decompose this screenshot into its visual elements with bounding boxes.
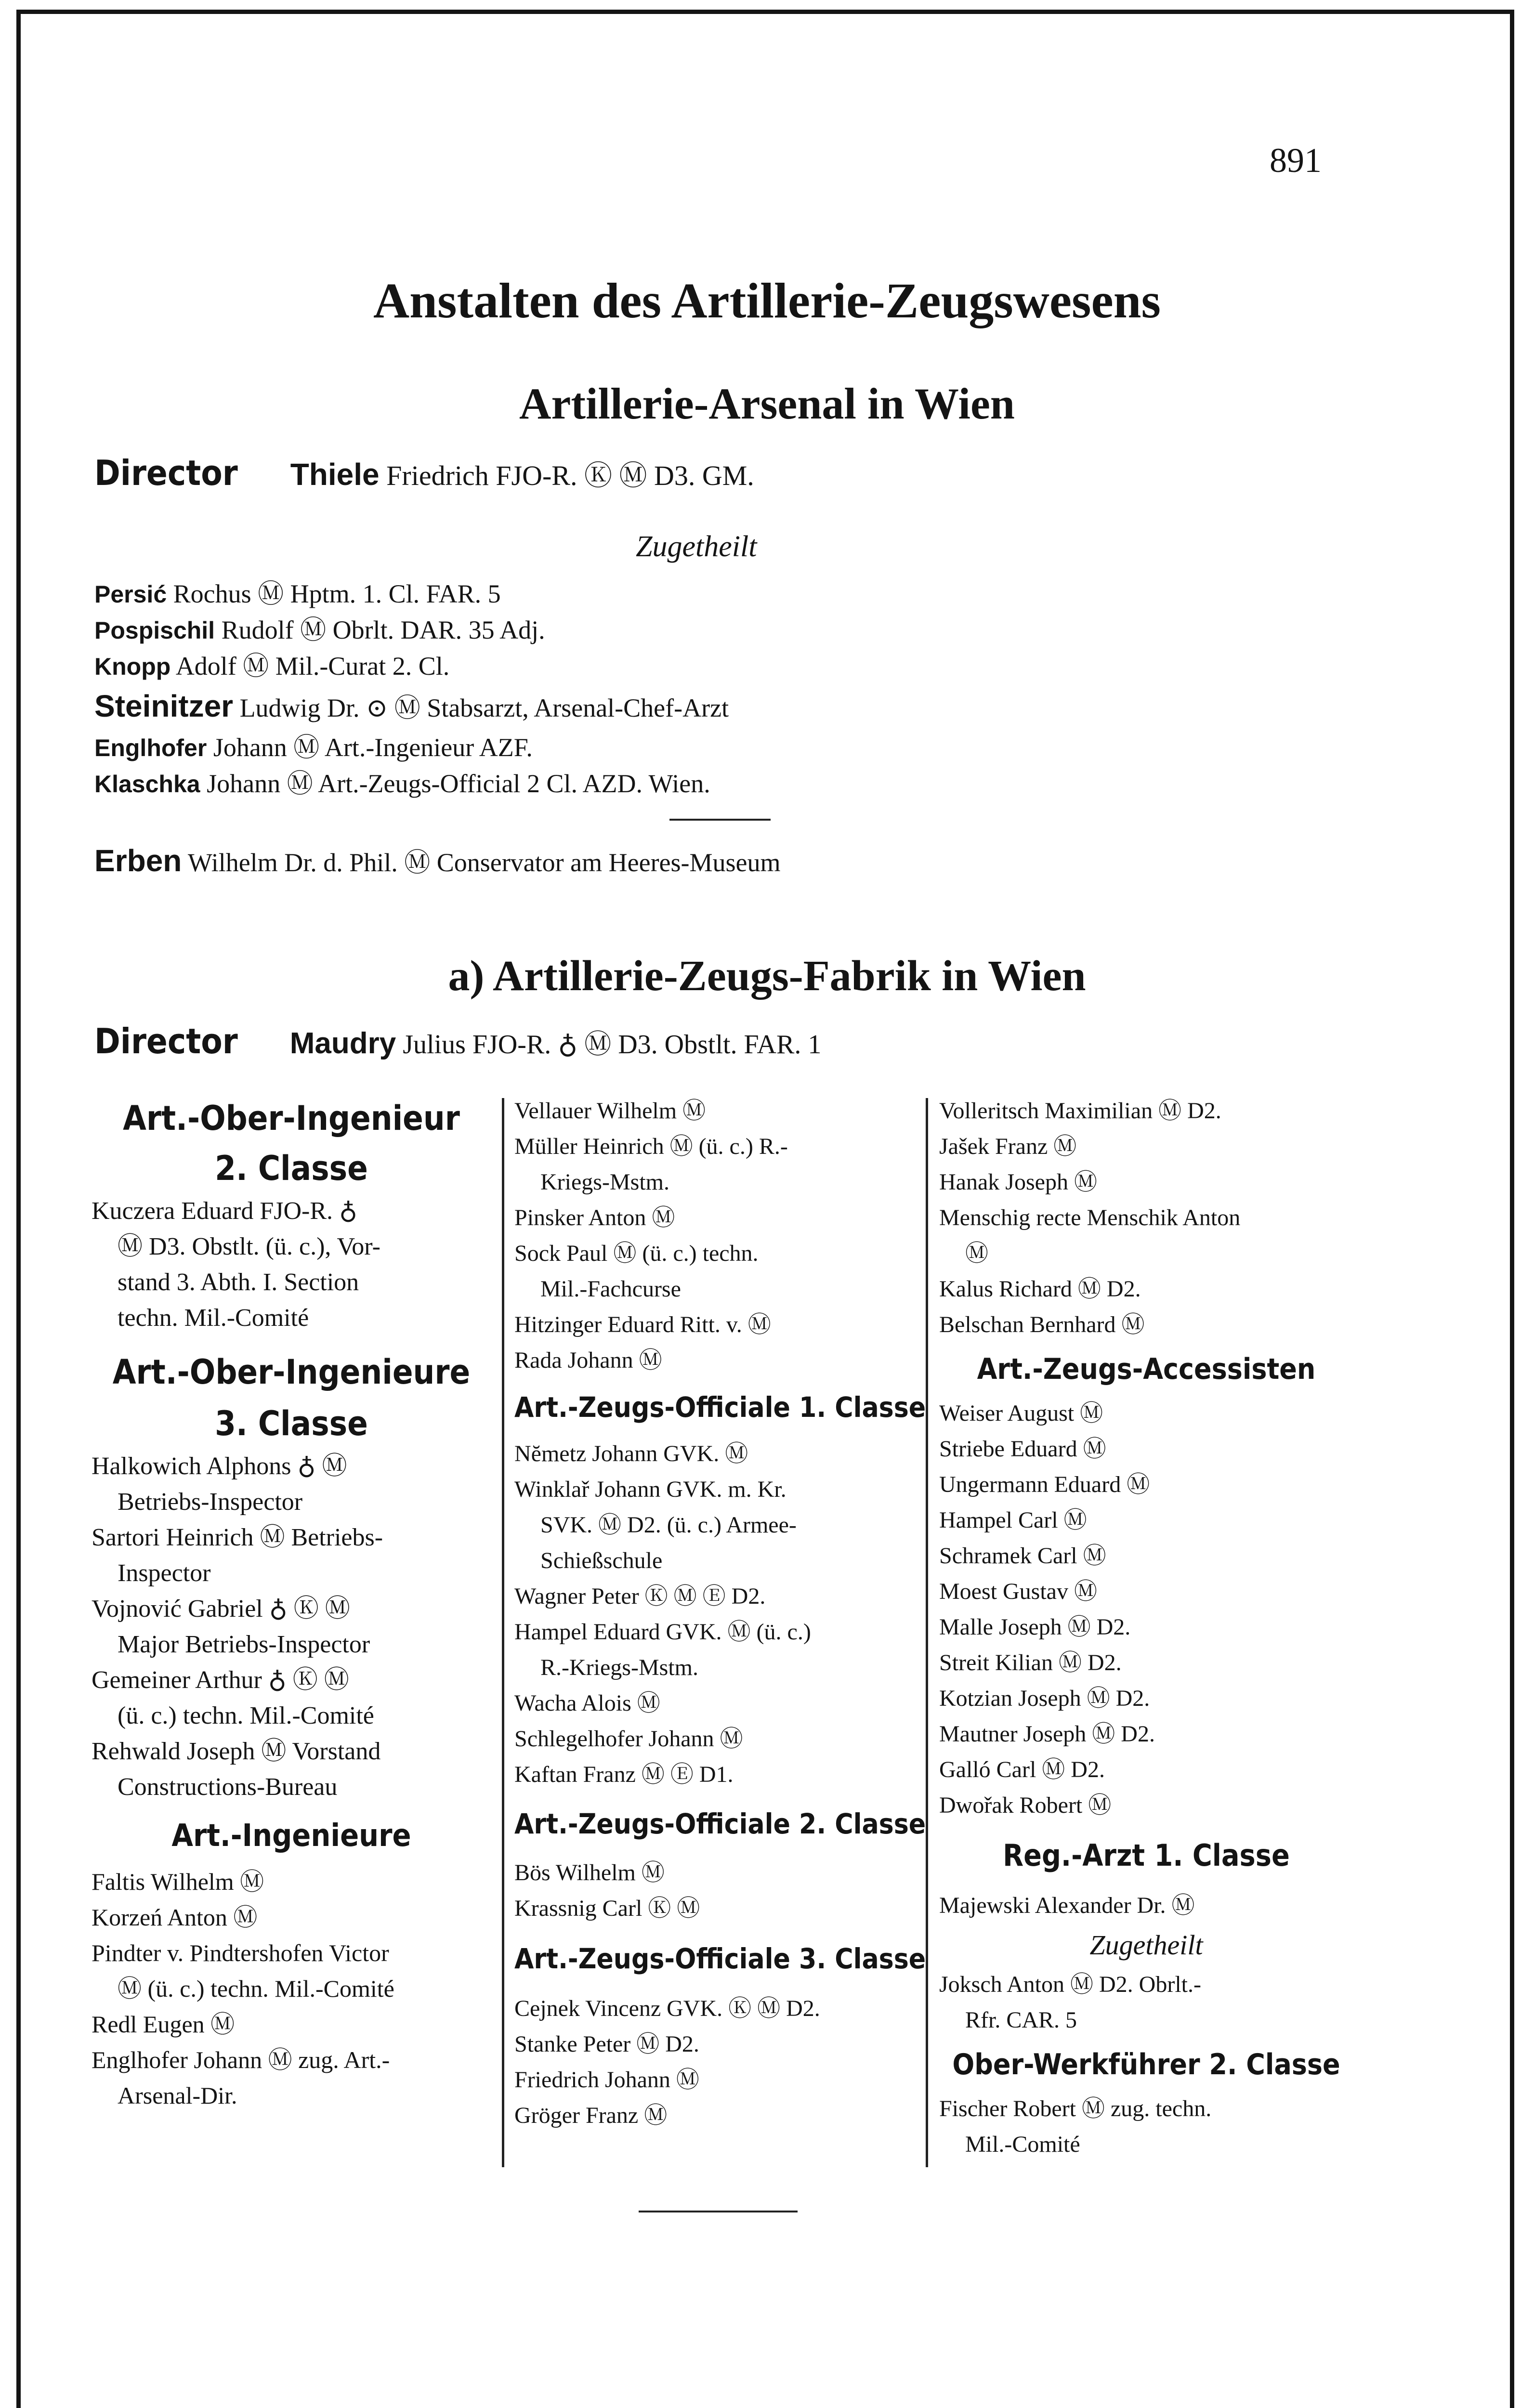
fabrik-director-row bbox=[94, 1021, 821, 1061]
column-3 bbox=[939, 1093, 1353, 2162]
director-details: Julius FJO-R. ♁ Ⓜ D3. Obstlt. FAR. 1 bbox=[403, 1030, 822, 1060]
bottom-divider bbox=[639, 2211, 798, 2212]
arsenal-staff-list bbox=[94, 576, 729, 802]
staff-entry: Englhofer Johann Ⓜ Art.-Ingenieur AZF. bbox=[94, 733, 533, 762]
entry: Gemeiner Arthur ♁ Ⓚ Ⓜ (ü. c.) techn. Mil.-Comité bbox=[92, 1666, 374, 1729]
section-heading: Ober-Werkführer 2. Classe bbox=[952, 2048, 1340, 2081]
section-heading: Art.-Ober-Ingenieur bbox=[123, 1099, 460, 1138]
zugetheilt-label: Zugetheilt bbox=[1089, 1929, 1203, 1961]
arsenal-director-row bbox=[94, 453, 754, 493]
staff-entry: Klaschka Johann Ⓜ Art.-Zeugs-Official 2 Cl. AZD. Wien. bbox=[94, 769, 710, 798]
entry: Vojnović Gabriel ♁ Ⓚ Ⓜ Major Betriebs-Inspector bbox=[92, 1595, 370, 1658]
director-name: Maudry bbox=[289, 1027, 396, 1060]
entry: Korzeń Anton Ⓜ bbox=[92, 1904, 258, 1931]
entry: Nĕmetz Johann GVK. Ⓜ bbox=[514, 1441, 748, 1466]
section-heading: Art.-Zeugs-Accessisten bbox=[977, 1352, 1316, 1386]
entry: Kotzian Joseph Ⓜ D2. bbox=[939, 1686, 1150, 1711]
erben-entry: Erben Wilhelm Dr. d. Phil. Ⓜ Conservator am Heeres-Museum bbox=[94, 843, 781, 878]
entry: Menschig recte Menschik Anton Ⓜ bbox=[939, 1205, 1241, 1266]
entry: Kaftan Franz Ⓜ Ⓔ D1. bbox=[514, 1762, 734, 1787]
entry: Mautner Joseph Ⓜ D2. bbox=[939, 1721, 1155, 1747]
entry: Gröger Franz Ⓜ bbox=[514, 2103, 668, 2128]
entry: Streit Kilian Ⓜ D2. bbox=[939, 1650, 1122, 1675]
entry: Halkowich Alphons ♁ Ⓜ Betriebs-Inspector bbox=[92, 1453, 347, 1516]
section-heading: Art.-Ober-Ingenieure bbox=[112, 1352, 471, 1392]
entry: Wagner Peter Ⓚ Ⓜ Ⓔ D2. bbox=[514, 1584, 766, 1609]
entry: Winklař Johann GVK. m. Kr. SVK. Ⓜ D2. (ü. c.) Armee- Schießschule bbox=[514, 1477, 797, 1573]
section-heading: 2. Classe bbox=[215, 1149, 368, 1188]
director-label: Director bbox=[94, 1021, 238, 1061]
entry: Hampel Eduard GVK. Ⓜ (ü. c.) R.-Kriegs-Mstm. bbox=[514, 1619, 811, 1680]
divider bbox=[669, 819, 771, 821]
entry: Joksch Anton Ⓜ D2. Obrlt.- Rfr. CAR. 5 bbox=[939, 1972, 1201, 2033]
entry: Wacha Alois Ⓜ bbox=[514, 1690, 660, 1716]
section-heading: Reg.-Arzt 1. Classe bbox=[1003, 1838, 1290, 1873]
staff-entry: Pospischil Rudolf Ⓜ Obrlt. DAR. 35 Adj. bbox=[94, 615, 545, 644]
section-heading: Art.-Zeugs-Officiale 1. Classe bbox=[514, 1391, 926, 1424]
director-details: Friedrich FJO-R. Ⓚ Ⓜ D3. GM. bbox=[386, 460, 754, 491]
entry: Vellauer Wilhelm Ⓜ bbox=[514, 1098, 706, 1124]
page-title: Anstalten des Artillerie-Zeugswesens bbox=[373, 273, 1161, 328]
director-name: Thiele bbox=[290, 457, 380, 492]
director-label: Director bbox=[94, 453, 238, 493]
entry: Schramek Carl Ⓜ bbox=[939, 1543, 1106, 1569]
zugetheilt-label: Zugetheilt bbox=[636, 530, 757, 563]
arsenal-heading: Artillerie-Arsenal in Wien bbox=[519, 379, 1015, 428]
entry: Krassnig Carl Ⓚ Ⓜ bbox=[514, 1896, 700, 1921]
staff-entry: Knopp Adolf Ⓜ Mil.-Curat 2. Cl. bbox=[94, 652, 450, 681]
entry: Stanke Peter Ⓜ D2. bbox=[514, 2031, 699, 2057]
entry: Hitzinger Eduard Ritt. v. Ⓜ bbox=[514, 1312, 771, 1337]
entry: Majewski Alexander Dr. Ⓜ bbox=[939, 1893, 1195, 1918]
staff-entry: Persić Rochus Ⓜ Hptm. 1. Cl. FAR. 5 bbox=[94, 579, 501, 608]
column-2 bbox=[514, 1093, 926, 2133]
entry: Faltis Wilhelm Ⓜ bbox=[92, 1868, 264, 1895]
entry: Rada Johann Ⓜ bbox=[514, 1348, 662, 1373]
entry: Redl Eugen Ⓜ bbox=[92, 2011, 235, 2038]
section-heading: Art.-Zeugs-Officiale 2. Classe bbox=[514, 1807, 926, 1840]
section-heading: Art.-Ingenieure bbox=[171, 1818, 411, 1854]
entry: Pindter v. Pindtershofen Victor Ⓜ (ü. c.) techn. Mil.-Comité bbox=[92, 1939, 394, 2002]
entry: Sock Paul Ⓜ (ü. c.) techn. Mil.-Fachcurse bbox=[514, 1241, 759, 1302]
entry: Schlegelhofer Johann Ⓜ bbox=[514, 1726, 743, 1752]
entry: Galló Carl Ⓜ D2. bbox=[939, 1757, 1105, 1782]
page-number: 891 bbox=[1270, 141, 1322, 180]
entry: Pinsker Anton Ⓜ bbox=[514, 1205, 675, 1230]
entry: Jašek Franz Ⓜ bbox=[939, 1134, 1077, 1159]
column-divider bbox=[502, 1098, 504, 2167]
entry: Moest Gustav Ⓜ bbox=[939, 1579, 1097, 1604]
section-heading: 3. Classe bbox=[215, 1404, 368, 1443]
entry: Dwořak Robert Ⓜ bbox=[939, 1793, 1112, 1818]
entry: Bös Wilhelm Ⓜ bbox=[514, 1860, 665, 1885]
entry-kuczera: Kuczera Eduard FJO-R. ♁ Ⓜ D3. Obstlt. (ü. c.), Vor- stand 3. Abth. I. Section techn. Mil.-Comité bbox=[92, 1197, 380, 1332]
staff-entry: Steinitzer Ludwig Dr. ⊙ Ⓜ Stabsarzt, Arsenal-Chef-Arzt bbox=[94, 689, 729, 723]
entry: Volleritsch Maximilian Ⓜ D2. bbox=[939, 1098, 1221, 1124]
section-heading: Art.-Zeugs-Officiale 3. Classe bbox=[514, 1942, 926, 1975]
entry: Hampel Carl Ⓜ bbox=[939, 1507, 1087, 1533]
fabrik-heading: a) Artillerie-Zeugs-Fabrik in Wien bbox=[448, 952, 1086, 1000]
column-1 bbox=[92, 1093, 491, 2113]
entry: Belschan Bernhard Ⓜ bbox=[939, 1312, 1145, 1337]
entry: Cejnek Vincenz GVK. Ⓚ Ⓜ D2. bbox=[514, 1996, 820, 2021]
entry: Kalus Richard Ⓜ D2. bbox=[939, 1276, 1141, 1302]
entry: Malle Joseph Ⓜ D2. bbox=[939, 1614, 1131, 1640]
entry: Müller Heinrich Ⓜ (ü. c.) R.- Kriegs-Mstm. bbox=[514, 1134, 788, 1195]
column-divider bbox=[926, 1098, 928, 2167]
entry: Sartori Heinrich Ⓜ Betriebs- Inspector bbox=[92, 1524, 383, 1587]
entry: Englhofer Johann Ⓜ zug. Art.- Arsenal-Dir. bbox=[92, 2046, 390, 2109]
entry: Friedrich Johann Ⓜ bbox=[514, 2067, 699, 2093]
entry: Weiser August Ⓜ bbox=[939, 1400, 1103, 1426]
entry: Ungermann Eduard Ⓜ bbox=[939, 1472, 1150, 1497]
entry: Fischer Robert Ⓜ zug. techn. Mil.-Comité bbox=[939, 2096, 1212, 2157]
entry: Striebe Eduard Ⓜ bbox=[939, 1436, 1106, 1462]
entry: Rehwald Joseph Ⓜ Vorstand Constructions-Bureau bbox=[92, 1738, 381, 1801]
entry: Hanak Joseph Ⓜ bbox=[939, 1169, 1097, 1195]
